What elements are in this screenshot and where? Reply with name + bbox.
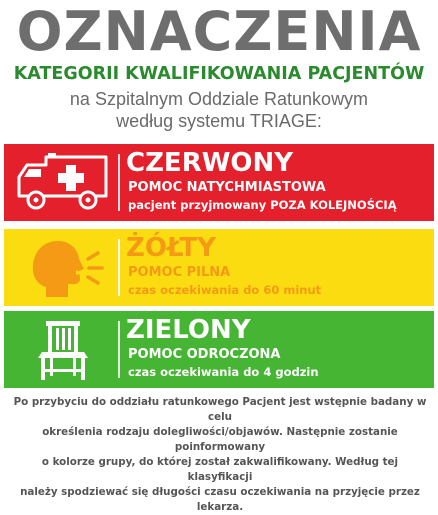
category-description: czas oczekiwania do 4 godzin	[128, 365, 319, 379]
category-help: POMOC NATYCHMIASTOWA	[128, 180, 326, 195]
footer-note	[8, 395, 432, 515]
category-yellow-band	[4, 229, 434, 306]
speaking-head-icon	[16, 237, 111, 299]
ambulance-icon	[16, 152, 111, 214]
category-help: POMOC ODROCZONA	[128, 347, 281, 362]
band-divider	[118, 239, 120, 296]
subtitle-line-1: na Szpitalnym Oddziale Ratunkowym	[69, 89, 369, 109]
footer-line: określenia rodzaju dolegliwości/objawów. Następnie zostanie poinformowany	[42, 426, 398, 453]
poster-title: OZNACZENIA	[16, 0, 422, 63]
band-divider	[118, 154, 120, 211]
footer-line: należy spodziewać się długości czasu oczekiwania na przyjęcie przez lekarza.	[20, 486, 420, 513]
poster-subtitle: KATEGORII KWALIFIKOWANIA PACJENTÓW	[13, 64, 425, 84]
category-name: ŻÓŁTY	[126, 233, 216, 263]
subtitle-line-2: według systemu TRIAGE:	[116, 111, 322, 131]
category-red-band	[4, 144, 434, 221]
category-green-band	[4, 311, 434, 388]
category-description: czas oczekiwania do 60 minut	[128, 283, 322, 297]
category-description: pacjent przyjmowany POZA KOLEJNOŚCIĄ	[128, 198, 397, 212]
chair-icon	[16, 319, 111, 381]
footer-line: o kolorze grupy, do której został zakwalifikowany. Według tej klasyfikacji	[41, 456, 399, 483]
category-name: ZIELONY	[126, 315, 251, 345]
band-divider	[118, 321, 120, 378]
category-name: CZERWONY	[126, 148, 294, 178]
category-help: POMOC PILNA	[128, 265, 231, 280]
footer-line: Po przybyciu do oddziału ratunkowego Pacjent jest wstępnie badany w celu	[13, 396, 427, 423]
